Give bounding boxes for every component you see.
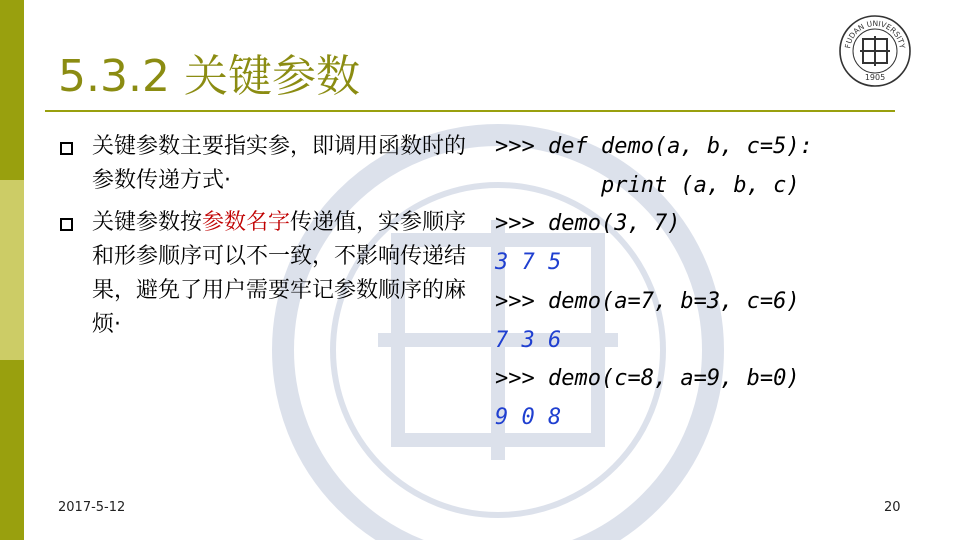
code-output-line: 9 0 8 — [495, 404, 562, 430]
slide-title: 5.3.2 关键参数 — [58, 51, 360, 102]
fudan-university-logo-icon — [838, 14, 912, 88]
bullet-list — [58, 130, 478, 350]
code-line: >>> demo(c=8, a=9, b=0) — [495, 366, 800, 392]
bullet-text-2-highlight: 参数名字 — [202, 210, 291, 235]
code-output-line: 3 7 5 — [495, 250, 562, 276]
accent-bar-bottom — [0, 360, 24, 540]
code-line: >>> def demo(a, b, c=5): — [495, 134, 813, 159]
bullet-text-2-after: 传递值，实参顺序和形参顺序可以不一致，不影响传递结果，避免了用户需要牢记参数顺序的麻烦· — [92, 210, 467, 337]
code-block — [495, 128, 813, 438]
bullet-item-1 — [58, 130, 478, 198]
code-line: >>> demo(3, 7) — [495, 211, 681, 237]
title-divider — [45, 110, 895, 112]
footer-date: 2017-5-12 — [58, 500, 126, 515]
square-bullet-icon — [60, 218, 73, 231]
bullet-text-1: 关键参数主要指实参，即调用函数时的参数传递方式· — [92, 134, 467, 193]
page-number: 20 — [884, 500, 901, 515]
code-output-line: 7 3 6 — [495, 327, 562, 353]
logo-text: FUDAN UNIVERSITY — [843, 18, 907, 50]
accent-bar-top — [0, 0, 24, 180]
bullet-text-2-before: 关键参数按 — [92, 210, 203, 235]
code-line: print (a, b, c) — [495, 172, 800, 198]
square-bullet-icon — [60, 142, 73, 155]
accent-bar-middle — [0, 180, 24, 360]
logo-year: 1905 — [864, 73, 886, 82]
code-line: >>> demo(a=7, b=3, c=6) — [495, 288, 800, 314]
bullet-item-2 — [58, 206, 478, 342]
